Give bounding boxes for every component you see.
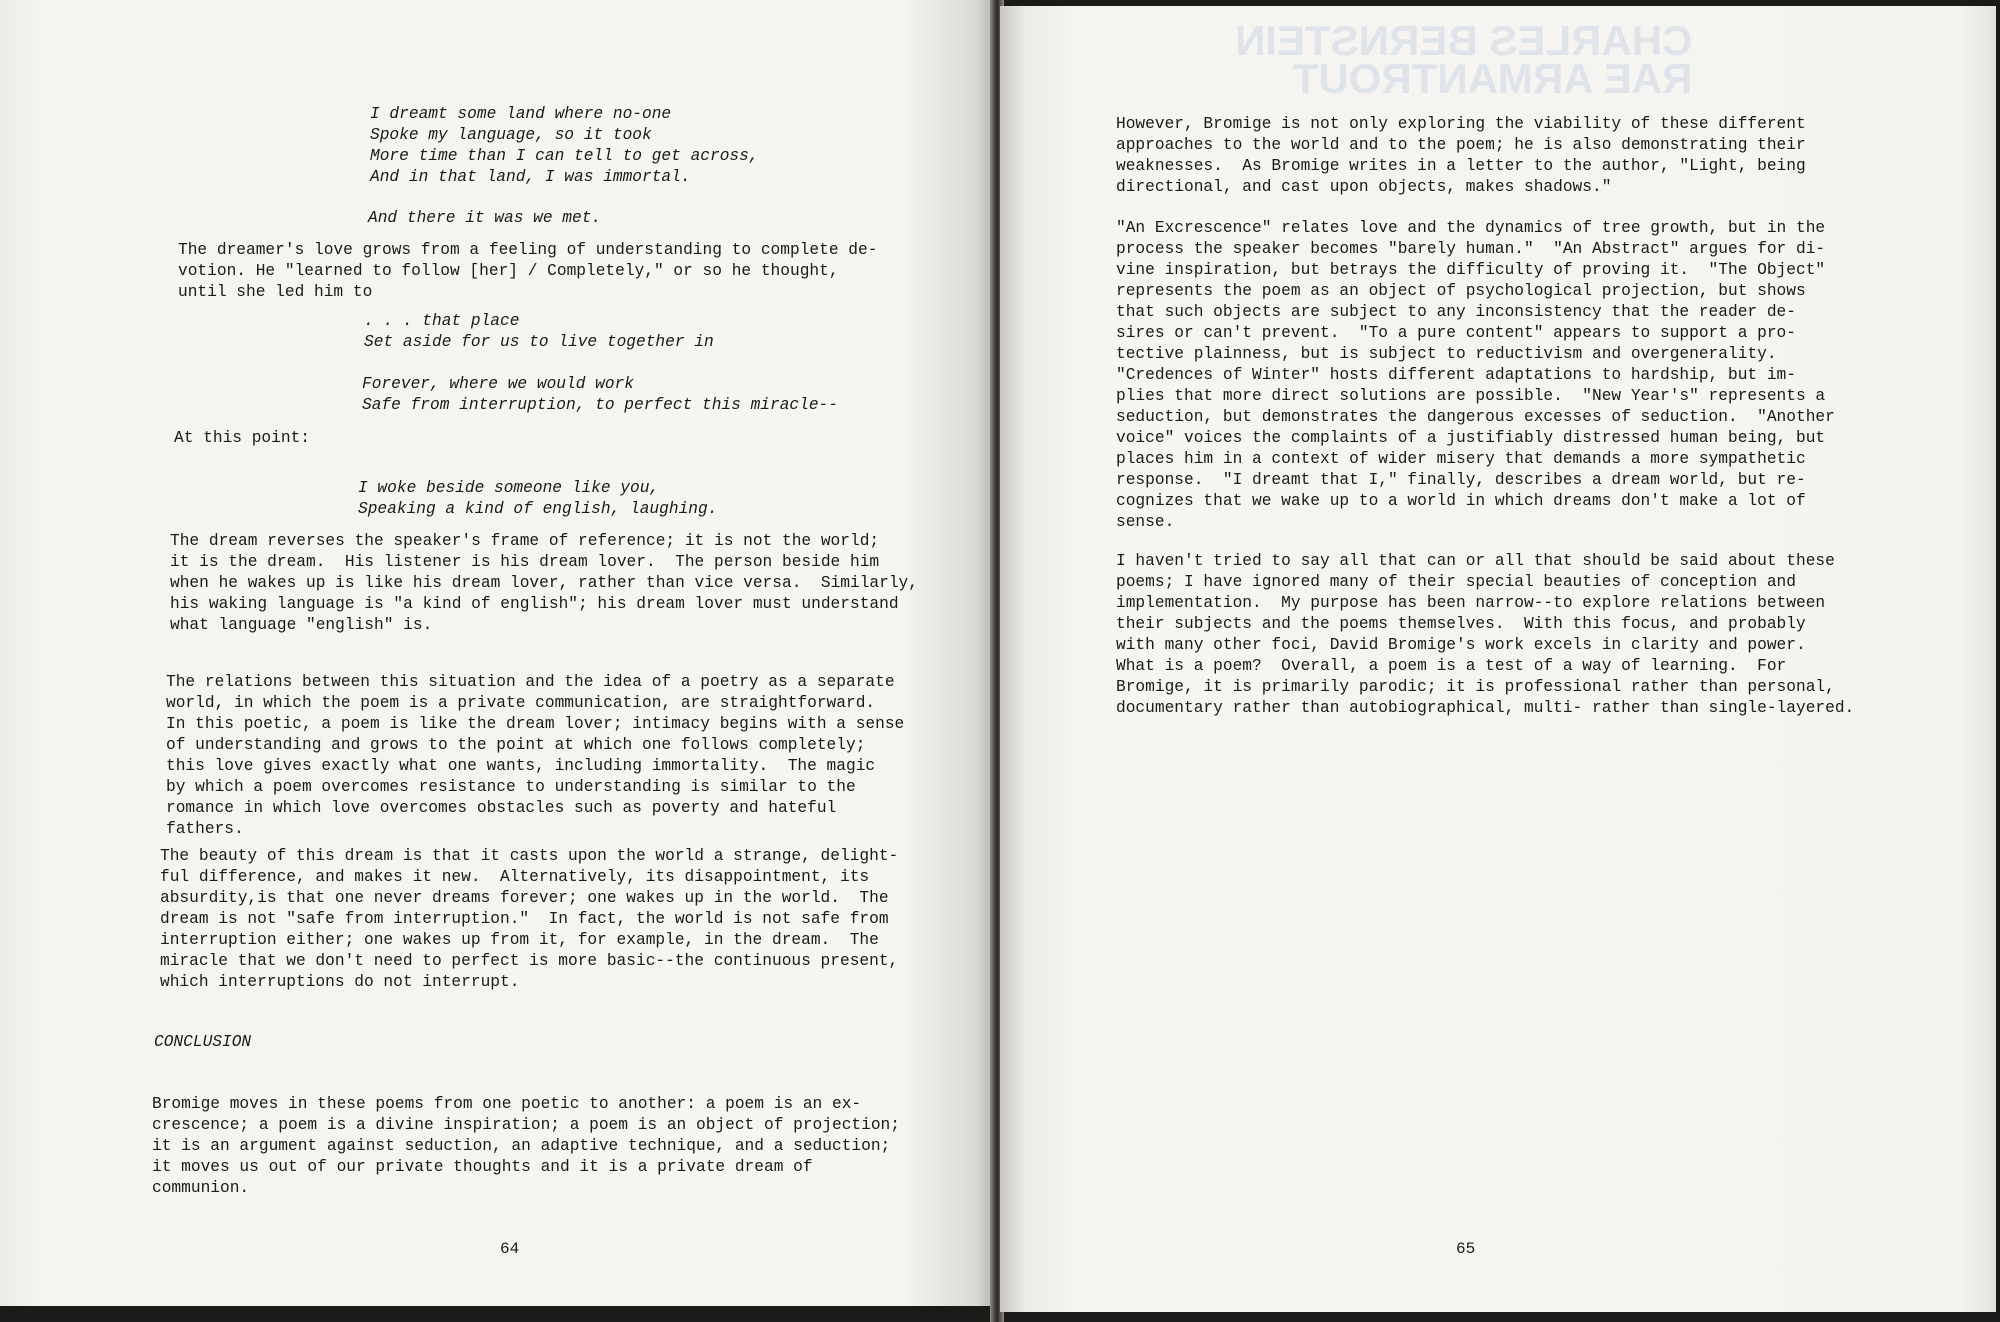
paragraph: I haven't tried to say all that can or all that should be said about these poems; I have ignored many of their special beauties of conception and implementation. My purpose has been narrow--to explore relations between their subjects and the poems themselves. With this focus, and probably with many other foci, David Bromige's work excels in clarity and power. What is a poem? Overall, a poem is a test of a way of learning. For Bromige, it is primarily parodic; it is professional rather than personal, documentary rather than autobiographical, multi- rather than single-layered. bbox=[1116, 552, 1855, 717]
block-quote: . . . that place Set aside for us to live together in bbox=[364, 312, 714, 351]
block-quote: I woke beside someone like you, Speaking a kind of english, laughing. bbox=[358, 479, 718, 518]
bleed-through-title: CHARLES BERNSTEIN RAE ARMANTROUT bbox=[1235, 17, 1693, 102]
page-number: 64 bbox=[500, 1240, 520, 1258]
paragraph: The relations between this situation and the idea of a poetry as a separate world, in which the poem is a private communication, are straightforward. In this poetic, a poem is like the dream lover; intimacy begins with a sense of understanding and grows to the point at which one follows completely; this love gives exactly what one wants, including immortality. The magic by which a poem overcomes resistance to understanding is similar to the romance in which love overcomes obstacles such as poverty and hateful fathers. bbox=[166, 673, 905, 838]
paragraph: The beauty of this dream is that it casts upon the world a strange, delight- ful difference, and makes it new. Alternatively, its disappointment, its absurdity,is that one never dreams forever; one wakes up in the world. The dream is not "safe from interruption." In fact, the world is not safe from interruption either; one wakes up from it, for example, in the dream. The miracle that we don't need to perfect is more basic--the continuous present, which interruptions do not interrupt. bbox=[160, 847, 899, 991]
section-heading: CONCLUSION bbox=[154, 1033, 252, 1051]
paragraph: "An Excrescence" relates love and the dynamics of tree growth, but in the process the speaker becomes "barely human." "An Abstract" argues for di- vine inspiration, but betrays the difficulty of proving it. "The Object" represents the poem as an object of psychological projection, but shows that such objects are subject to any inconsistency that the reader de- sires or can't prevent. "To a pure content" appears to support a pro- tective plainness, but is subject to reductivism and overgenerality. "Credences of Winter" hosts different adaptations to hardship, but im- plies that more direct solutions are possible. "New Year's" represents a seduction, but demonstrates the dangerous excesses of seduction. "Another voice" voices the complaints of a justifiably distressed human being, but places him in a context of wider misery that demands a more sympathetic response. "I dreamt that I," finally, describes a dream world, but re- cognizes that we wake up to a world in which dreams don't make a lot of sense. bbox=[1116, 219, 1835, 531]
right-page bbox=[1000, 6, 1996, 1312]
paragraph: At this point: bbox=[174, 429, 310, 447]
page-number: 65 bbox=[1456, 1240, 1476, 1258]
paragraph: The dream reverses the speaker's frame of reference; it is not the world; it is the dream. His listener is his dream lover. The person beside him when he wakes up is like his dream lover, rather than vice versa. Similarly, his waking language is "a kind of english"; his dream lover must understand what language "english" is. bbox=[170, 532, 918, 634]
left-page bbox=[0, 0, 994, 1306]
paragraph: Bromige moves in these poems from one poetic to another: a poem is an ex- crescence; a poem is a divine inspiration; a poem is an object of projection; it is an argument against seduction, an adaptive technique, and a seduction; it moves us out of our private thoughts and it is a private dream of communion. bbox=[152, 1095, 900, 1197]
block-quote: Forever, where we would work Safe from interruption, to perfect this miracle-- bbox=[362, 375, 838, 414]
paragraph: However, Bromige is not only exploring the viability of these different approaches to the world and to the poem; he is also demonstrating their weaknesses. As Bromige writes in a letter to the author, "Light, being directional, and cast upon objects, makes shadows." bbox=[1116, 115, 1806, 196]
paragraph: The dreamer's love grows from a feeling of understanding to complete de- votion. He "learned to follow [her] / Completely," or so he thought, until she led him to bbox=[178, 241, 878, 301]
poem-stanza: And there it was we met. bbox=[368, 209, 602, 227]
poem-stanza: I dreamt some land where no-one Spoke my language, so it took More time than I can tell to get across, And in that land, I was immortal. bbox=[370, 105, 759, 186]
